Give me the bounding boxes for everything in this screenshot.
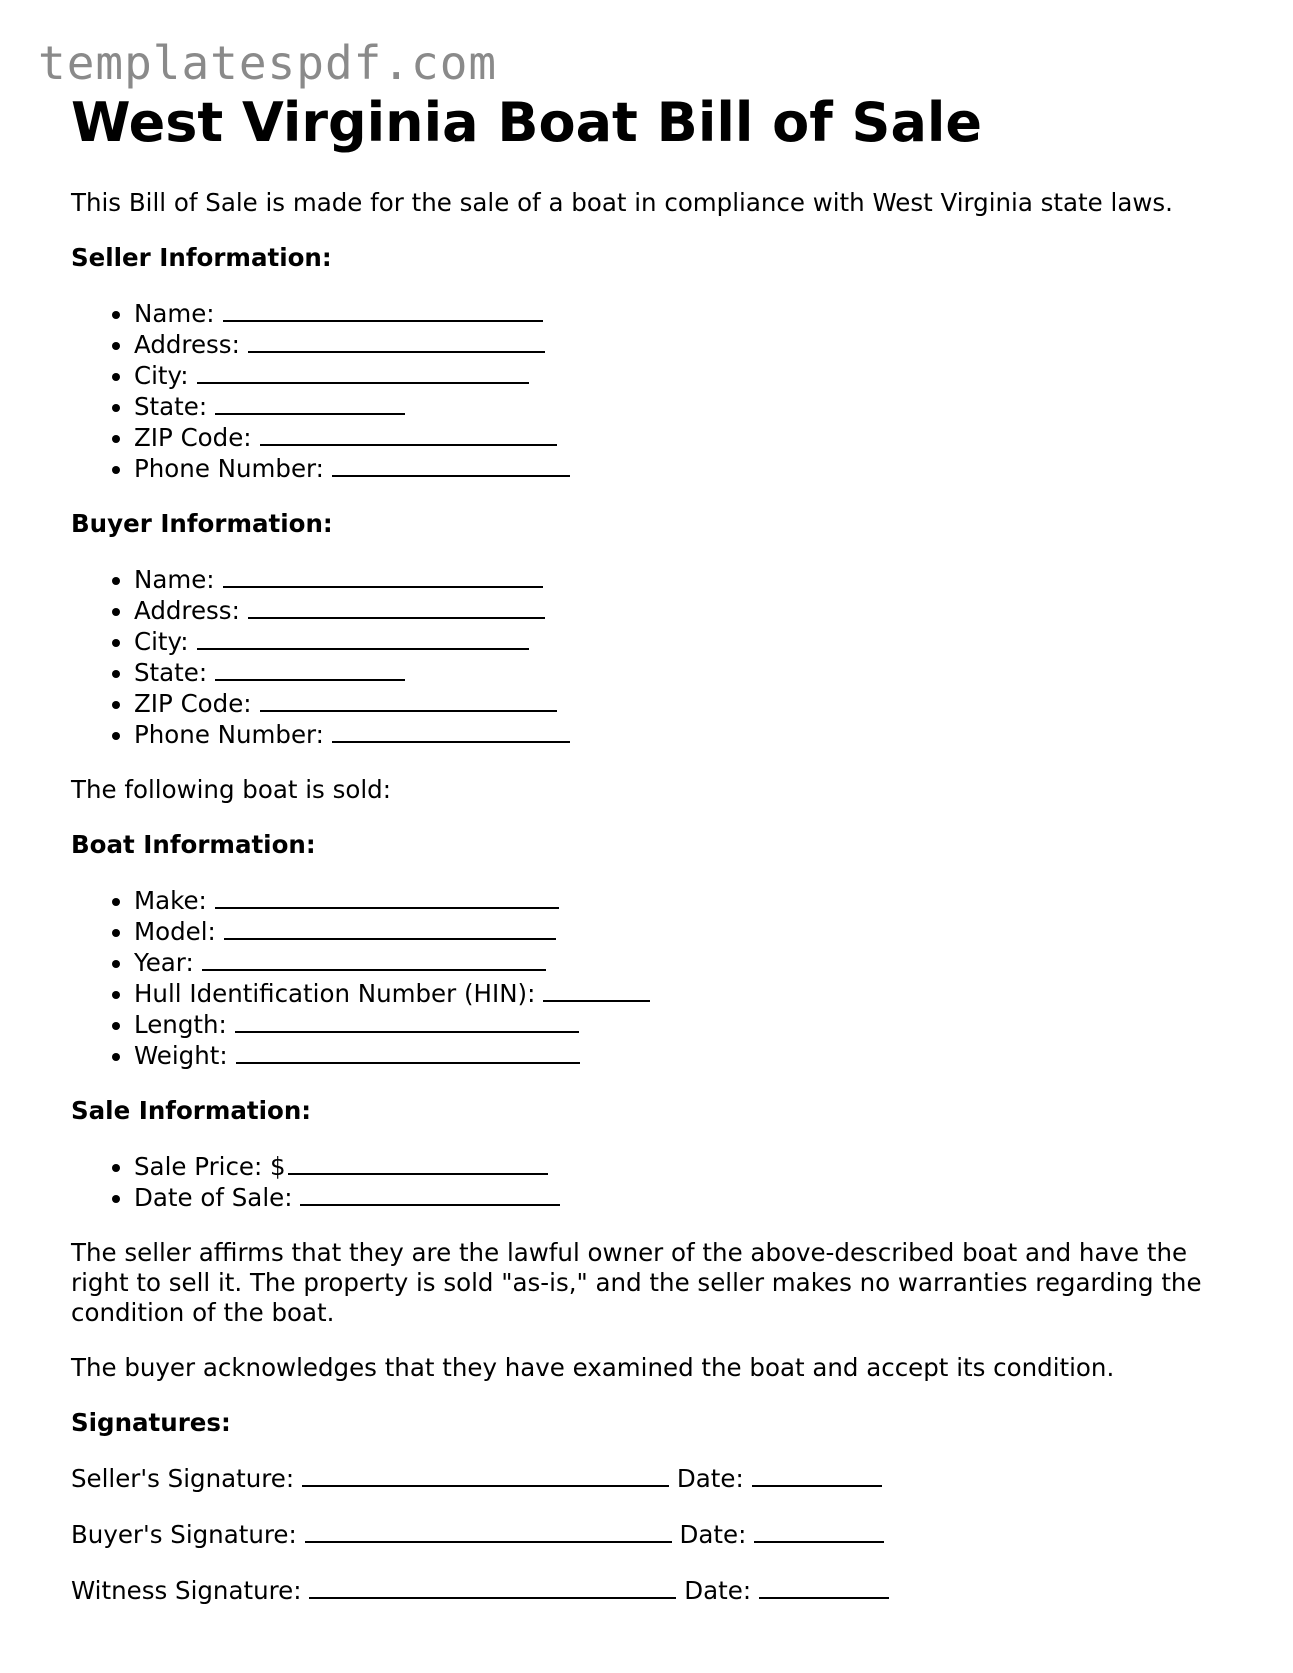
boat-weight-field[interactable] — [236, 1040, 580, 1064]
seller-state-item — [134, 391, 1231, 422]
seller-zip-item — [134, 422, 1231, 453]
acknowledgement-paragraph: The buyer acknowledges that they have examined the boat and accept its condition. — [71, 1353, 1115, 1382]
seller-phone-item — [134, 453, 1231, 484]
sale-date-item — [134, 1182, 1231, 1213]
buyer-date-label: Date: — [679, 1520, 747, 1549]
affirmation-paragraph: The seller affirms that they are the lawful owner of the above-described boat and have the right to sell it. The property is sold "as-is," and the seller makes no warranties regarding the condition of the boat. — [71, 1238, 1202, 1327]
buyer-address-field[interactable] — [248, 595, 545, 619]
sale-price-field[interactable] — [288, 1151, 548, 1175]
seller-zip-field[interactable] — [260, 422, 557, 446]
boat-make-field[interactable] — [215, 885, 559, 909]
intro-paragraph: This Bill of Sale is made for the sale of a boat in compliance with West Virginia state laws. — [71, 188, 1173, 217]
sale-heading: Sale Information: — [71, 1096, 312, 1125]
seller-address-item — [134, 329, 1231, 360]
seller-date-label: Date: — [676, 1464, 744, 1493]
boat-heading: Boat Information: — [71, 830, 316, 859]
buyer-zip-item — [134, 688, 1231, 719]
buyer-name-field[interactable] — [223, 564, 543, 588]
seller-address-field[interactable] — [248, 329, 545, 353]
document-title: West Virginia Boat Bill of Sale — [71, 91, 983, 154]
boat-hin-field[interactable] — [543, 978, 650, 1002]
seller-name-field[interactable] — [223, 298, 543, 322]
buyer-date-field[interactable] — [754, 1519, 884, 1543]
boat-length-field[interactable] — [235, 1009, 579, 1033]
witness-signature-field[interactable] — [309, 1575, 676, 1599]
field-label: Phone Number: — [134, 720, 324, 749]
seller-city-field[interactable] — [197, 360, 529, 384]
field-label: Address: — [134, 596, 240, 625]
field-label: Address: — [134, 330, 240, 359]
buyer-zip-field[interactable] — [260, 688, 557, 712]
buyer-signature-label: Buyer's Signature: — [71, 1520, 297, 1549]
field-label: ZIP Code: — [134, 423, 252, 452]
seller-signature-label: Seller's Signature: — [71, 1464, 295, 1493]
sale-date-field[interactable] — [300, 1182, 560, 1206]
buyer-state-field[interactable] — [215, 657, 405, 681]
seller-heading: Seller Information: — [71, 243, 332, 272]
boat-intro: The following boat is sold: — [71, 775, 391, 804]
signatures-heading: Signatures: — [71, 1408, 231, 1437]
field-label: Length: — [134, 1010, 227, 1039]
buyer-phone-item — [134, 719, 1231, 750]
seller-signature-field[interactable] — [302, 1463, 669, 1487]
field-label: ZIP Code: — [134, 689, 252, 718]
witness-date-field[interactable] — [759, 1575, 889, 1599]
buyer-phone-field[interactable] — [332, 719, 570, 743]
buyer-city-item — [134, 626, 1231, 657]
field-label: State: — [134, 392, 208, 421]
boat-year-item — [134, 947, 1231, 978]
seller-city-item — [134, 360, 1231, 391]
field-label: State: — [134, 658, 208, 687]
seller-phone-field[interactable] — [332, 453, 570, 477]
field-label: Year: — [134, 948, 194, 977]
boat-model-field[interactable] — [224, 916, 556, 940]
field-label: Name: — [134, 299, 215, 328]
buyer-signature-line — [71, 1519, 1231, 1550]
seller-name-item — [134, 298, 1231, 329]
boat-hin-item — [134, 978, 1231, 1009]
boat-length-item — [134, 1009, 1231, 1040]
field-label: Date of Sale: — [134, 1183, 293, 1212]
field-label: Phone Number: — [134, 454, 324, 483]
boat-year-field[interactable] — [202, 947, 546, 971]
buyer-signature-field[interactable] — [305, 1519, 672, 1543]
witness-signature-line — [71, 1575, 1231, 1606]
buyer-heading: Buyer Information: — [71, 509, 333, 538]
boat-fields-list — [71, 885, 1231, 1071]
seller-fields-list — [71, 298, 1231, 484]
document — [71, 88, 1231, 1606]
buyer-state-item — [134, 657, 1231, 688]
field-label: City: — [134, 361, 189, 390]
witness-signature-label: Witness Signature: — [71, 1576, 302, 1605]
field-label: City: — [134, 627, 189, 656]
watermark: templatespdf.com — [38, 36, 498, 90]
sale-fields-list — [71, 1151, 1231, 1213]
witness-date-label: Date: — [684, 1576, 752, 1605]
field-label: Model: — [134, 917, 216, 946]
seller-date-field[interactable] — [752, 1463, 882, 1487]
buyer-city-field[interactable] — [197, 626, 529, 650]
boat-model-item — [134, 916, 1231, 947]
seller-state-field[interactable] — [215, 391, 405, 415]
field-label: Weight: — [134, 1041, 228, 1070]
buyer-name-item — [134, 564, 1231, 595]
buyer-address-item — [134, 595, 1231, 626]
seller-signature-line — [71, 1463, 1231, 1494]
field-label: Name: — [134, 565, 215, 594]
boat-make-item — [134, 885, 1231, 916]
sale-price-item — [134, 1151, 1231, 1182]
buyer-fields-list — [71, 564, 1231, 750]
field-label: Make: — [134, 886, 207, 915]
field-label: Hull Identification Number (HIN): — [134, 979, 536, 1008]
field-label: Sale Price: $ — [134, 1152, 286, 1181]
boat-weight-item — [134, 1040, 1231, 1071]
